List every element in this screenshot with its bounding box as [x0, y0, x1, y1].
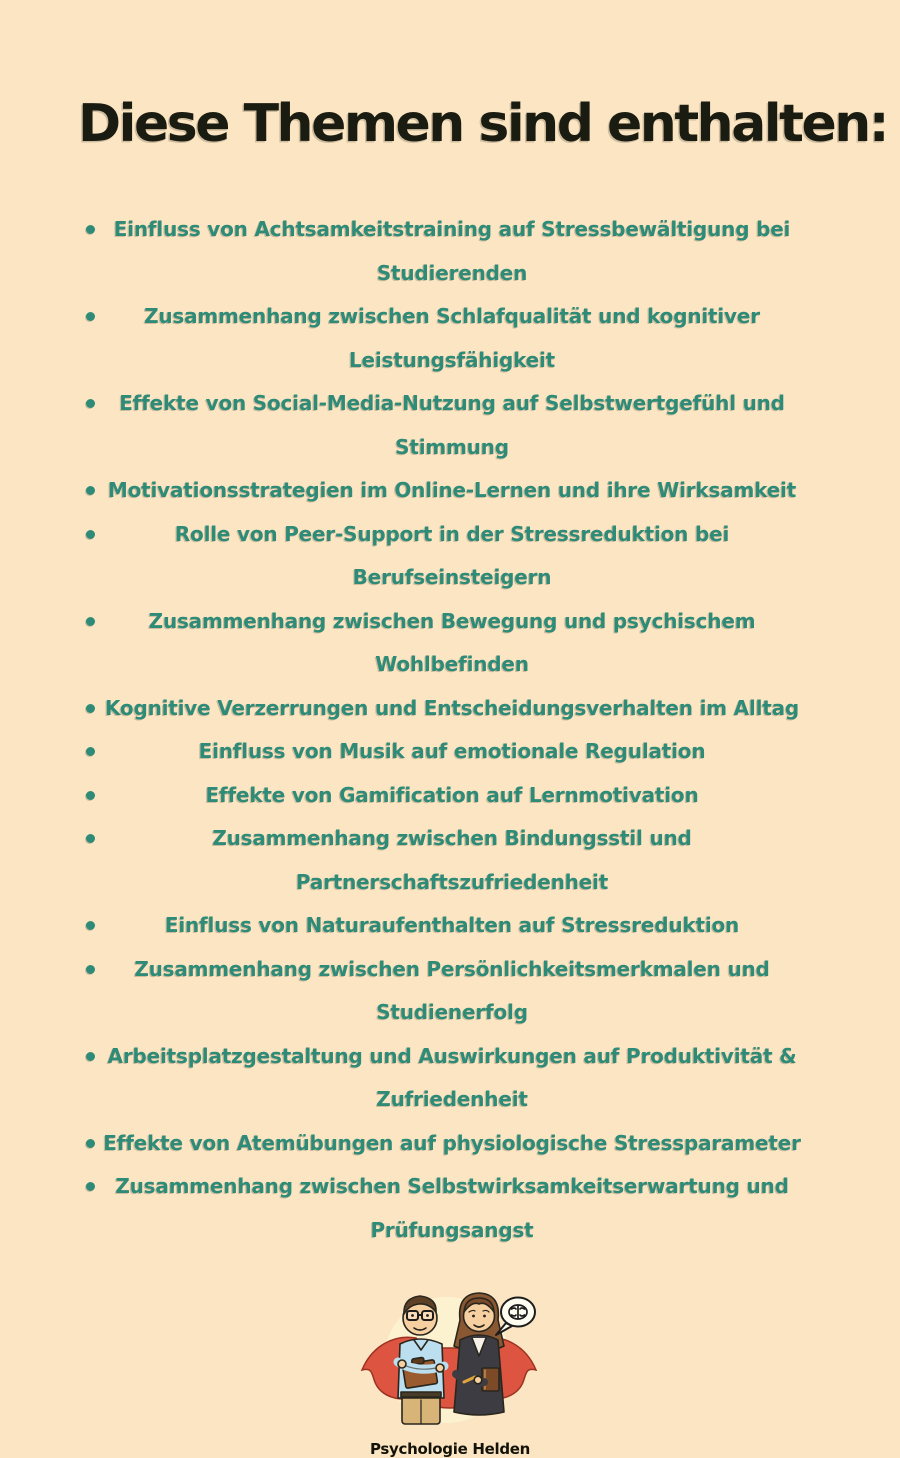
bullet-dot-icon: [86, 225, 95, 234]
list-item: [80, 208, 824, 295]
topic-text: Effekte von Social-Media-Nutzung auf Selbstwertgefühl und Stimmung: [119, 391, 785, 459]
list-item: [80, 904, 824, 948]
bullet-dot-icon: [86, 617, 95, 626]
bullet-dot-icon: [86, 312, 95, 321]
topic-text: Kognitive Verzerrungen und Entscheidungsverhalten im Alltag: [104, 695, 800, 720]
list-item: [80, 1165, 824, 1252]
topic-text: Zusammenhang zwischen Bewegung und psychischem Wohlbefinden: [148, 608, 756, 676]
topic-text: Effekte von Gamification auf Lernmotivation: [205, 782, 699, 807]
bullet-dot-icon: [86, 1182, 95, 1191]
bullet-dot-icon: [86, 1052, 95, 1061]
topic-text: Einfluss von Naturaufenthalten auf Stressreduktion: [164, 913, 740, 937]
poster-page: [0, 92, 900, 1458]
topic-text: Motivationsstrategien im Online-Lernen und ihre Wirksamkeit: [107, 478, 797, 502]
list-item: [80, 730, 824, 774]
topic-text: Zusammenhang zwischen Bindungsstil und Partnerschaftszufriedenheit: [212, 826, 692, 894]
topic-text: Arbeitsplatzgestaltung und Auswirkungen auf Produktivität & Zufriedenheit: [107, 1043, 797, 1111]
bullet-dot-icon: [86, 1139, 95, 1148]
topic-text: Einfluss von Musik auf emotionale Regulation: [198, 739, 706, 763]
hero-illustration-wrap: [0, 1278, 900, 1434]
topic-text: Effekte von Atemübungen auf physiologische Stressparameter: [103, 1130, 801, 1155]
bullet-dot-icon: [86, 921, 95, 930]
list-item: [80, 774, 824, 818]
topic-text: Zusammenhang zwischen Schlafqualität und kognitiver Leistungsfähigkeit: [144, 304, 760, 372]
bullet-dot-icon: [86, 747, 95, 756]
bullet-dot-icon: [86, 965, 95, 974]
bullet-dot-icon: [86, 834, 95, 843]
list-item: [80, 469, 824, 513]
bullet-dot-icon: [86, 791, 95, 800]
list-item: [80, 295, 824, 382]
bullet-dot-icon: [86, 530, 95, 539]
woman-psychologist: [454, 1293, 504, 1415]
hero-illustration: [352, 1278, 548, 1430]
speech-bubble: [496, 1298, 535, 1336]
bullet-dot-icon: [86, 399, 95, 408]
topic-text: Einfluss von Achtsamkeitstraining auf Stressbewältigung bei Studierenden: [113, 217, 791, 285]
list-item: [80, 1035, 824, 1122]
list-item: [80, 513, 824, 600]
page-title: Diese Themen sind enthalten:: [78, 94, 888, 154]
brand-name: Psychologie Helden: [369, 1440, 531, 1458]
bullet-dot-icon: [86, 704, 95, 713]
bullet-dot-icon: [86, 486, 95, 495]
topics-list: [80, 208, 824, 1252]
man-psychologist: [398, 1296, 444, 1424]
list-item: [80, 1122, 824, 1166]
topic-text: Zusammenhang zwischen Selbstwirksamkeitserwartung und Prüfungsangst: [115, 1174, 789, 1242]
list-item: [80, 382, 824, 469]
list-item: [80, 600, 824, 687]
list-item: [80, 948, 824, 1035]
topic-text: Rolle von Peer-Support in der Stressreduktion bei Berufseinsteigern: [174, 521, 730, 589]
list-item: [80, 817, 824, 904]
topic-text: Zusammenhang zwischen Persönlichkeitsmerkmalen und Studienerfolg: [134, 956, 770, 1024]
list-item: [80, 687, 824, 731]
